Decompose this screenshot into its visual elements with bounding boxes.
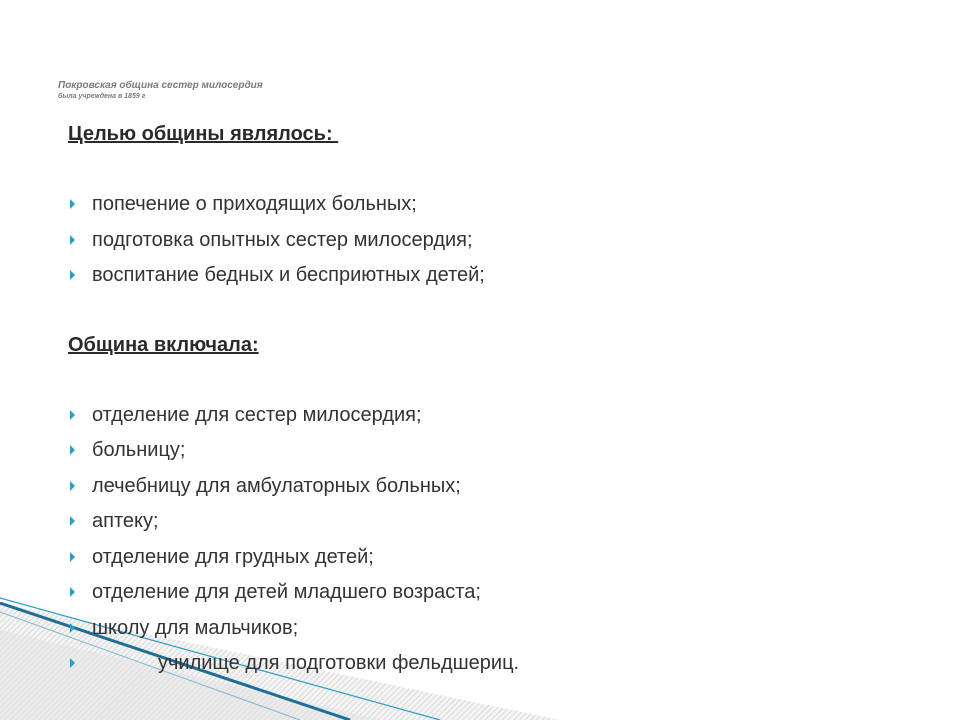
list-item: больницу; [68, 433, 888, 469]
bullet-arrow-icon [70, 270, 75, 280]
list-item: отделение для сестер милосердия; [68, 398, 888, 434]
list-item: отделение для детей младшего возраста; [68, 575, 888, 611]
goals-list [68, 187, 888, 294]
list-item: попечение о приходящих больных; [68, 187, 888, 223]
list-item: воспитание бедных и бесприютных детей; [68, 258, 888, 294]
includes-list [68, 398, 888, 682]
bullet-arrow-icon [70, 516, 75, 526]
list-item: аптеку; [68, 504, 888, 540]
content-body [68, 117, 888, 682]
list-item: подготовка опытных сестер милосердия; [68, 223, 888, 259]
section-heading-includes: Община включала: [68, 333, 259, 356]
bullet-arrow-icon [70, 552, 75, 562]
bullet-arrow-icon [70, 658, 75, 668]
section-heading-goals: Целью общины являлось: [68, 123, 339, 145]
bullet-arrow-icon [70, 587, 75, 597]
slide-subtitle: была учреждена в 1859 г [58, 93, 146, 100]
list-item: отделение для грудных детей; [68, 540, 888, 576]
bullet-arrow-icon [70, 235, 75, 245]
list-item: школу для мальчиков; [68, 611, 888, 647]
bullet-arrow-icon [70, 410, 75, 420]
bullet-arrow-icon [70, 199, 75, 209]
slide-title: Покровская община сестер милосердия [58, 80, 263, 91]
bullet-arrow-icon [70, 445, 75, 455]
title-block [58, 80, 263, 101]
bullet-arrow-icon [70, 623, 75, 633]
list-item: училище для подготовки фельдшериц. [68, 646, 888, 682]
list-item: лечебницу для амбулаторных больных; [68, 469, 888, 505]
bullet-arrow-icon [70, 481, 75, 491]
